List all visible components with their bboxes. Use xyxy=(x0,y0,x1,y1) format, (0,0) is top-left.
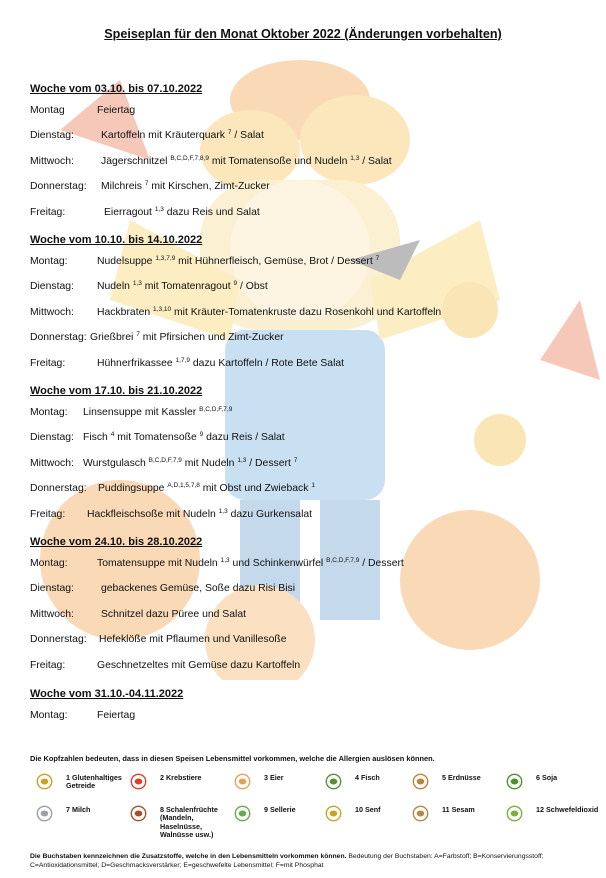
page-title: Speiseplan für den Monat Oktober 2022 (Änderungen vorbehalten) xyxy=(104,27,502,41)
day-label: Freitag: xyxy=(30,357,66,369)
meal-description: Nudeln $^{1,3}$ mit Tomatenragout $^9$ / Obst xyxy=(97,280,268,293)
meal-description: Hackfleischsoße mit Nudeln $^{1,3}$ dazu Gurkensalat xyxy=(87,507,313,520)
allergen-label: 1 Glutenhaltiges Getreide xyxy=(66,773,122,791)
day-label: Mittwoch: xyxy=(30,155,74,167)
week-heading: Woche vom 17.10. bis 21.10.2022 xyxy=(30,385,203,397)
week-heading: Woche vom 31.10.-04.11.2022 xyxy=(30,688,184,700)
allergen-label: 4 Fisch xyxy=(355,773,380,782)
day-label: Montag: xyxy=(30,558,68,569)
day-label: Montag xyxy=(30,105,65,116)
milk-icon xyxy=(36,805,53,822)
allergen-codes: 9 xyxy=(199,431,204,439)
meal-description: Feiertag xyxy=(97,105,136,116)
allergen-codes: 7 xyxy=(227,129,232,137)
allergen-codes: B,C,D,F,7,8,9 xyxy=(170,154,209,162)
meal-description: Puddingsuppe $^{A,D,1,5,7,8}$ mit Obst und Zwieback $^1$ xyxy=(98,482,315,495)
day-label: Dienstag: xyxy=(30,583,74,595)
day-label: Dienstag: xyxy=(30,432,74,444)
day-label: Donnerstag: xyxy=(30,181,87,193)
celery-icon xyxy=(234,805,251,822)
allergen-label: 10 Senf xyxy=(355,805,381,814)
meal-description: Kartoffeln mit Kräuterquark $^7$ / Salat xyxy=(101,129,264,142)
allergen-codes: 1,3 xyxy=(154,205,164,213)
day-label: Montag: xyxy=(30,407,68,418)
week-heading: Woche vom 24.10. bis 28.10.2022 xyxy=(30,536,203,548)
allergen-codes: 7 xyxy=(293,456,298,464)
meal-description: Jägerschnitzel $^{B,C,D,F,7,8,9}$ mit Tomatensoße und Nudeln $^{1,3}$ / Salat xyxy=(101,154,392,167)
egg-icon xyxy=(234,773,251,790)
allergen-codes: 9 xyxy=(233,280,238,288)
fish-icon xyxy=(325,773,342,790)
allergen-codes: 1,3 xyxy=(220,557,230,564)
allergen-codes: 1,3,10 xyxy=(153,305,172,313)
day-label: Freitag: xyxy=(30,206,66,218)
meal-description: Eierragout $^{1,3}$ dazu Reis und Salat xyxy=(104,205,260,218)
allergen-label: 5 Erdnüsse xyxy=(442,773,481,782)
meal-description: Tomatensuppe mit Nudeln $^{1,3}$ und Schinkenwürfel $^{B,C,D,F,7,9}$ / Dessert xyxy=(97,557,404,569)
meal-description: Schnitzel dazu Püree und Salat xyxy=(101,608,246,620)
allergen-codes: B,C,D,F,7,9 xyxy=(326,557,360,564)
meal-description: gebackenes Gemüse, Soße dazu Risi Bisi xyxy=(101,583,296,595)
meal-description: Linsensuppe mit Kassler $^{B,C,D,F,7,9}$ xyxy=(83,406,233,418)
allergen-codes: 1,3 xyxy=(132,280,142,288)
day-label: Donnerstag: xyxy=(30,634,87,646)
meal-description: Hackbraten $^{1,3,10}$ mit Kräuter-Tomatenkruste dazu Rosenkohl und Kartoffeln xyxy=(97,305,442,318)
allergen-codes: 7 xyxy=(375,255,380,262)
allergen-codes: 1,3 xyxy=(350,154,360,162)
allergen-codes: 4 xyxy=(110,431,115,439)
allergen-codes: 7 xyxy=(144,180,149,188)
allergen-codes: 1,3 xyxy=(218,507,228,515)
allergen-intro-text: Die Kopfzahlen bedeuten, dass in diesen Speisen Lebensmittel vorkommen, welche die Allergien auslösen können. xyxy=(30,754,435,763)
additives-footnote xyxy=(30,853,590,870)
day-label: Mittwoch: xyxy=(30,608,74,620)
allergen-codes: 1,3,7,9 xyxy=(155,255,176,262)
allergen-codes: 1,3 xyxy=(237,456,247,464)
day-label: Montag: xyxy=(30,256,68,267)
day-label: Donnerstag: xyxy=(30,483,87,495)
day-label: Dienstag: xyxy=(30,130,74,142)
allergen-label: 12 Schwefeldioxid xyxy=(536,805,599,814)
day-label: Freitag: xyxy=(30,508,66,520)
allergen-label: 8 Schalenfrüchte (Mandeln, Haselnüsse, Walnüsse usw.) xyxy=(160,805,218,840)
day-label: Mittwoch: xyxy=(30,306,74,318)
sulfite-icon xyxy=(506,805,523,822)
day-label: Mittwoch: xyxy=(30,457,74,469)
meal-description: Milchreis $^7$ mit Kirschen, Zimt-Zucker xyxy=(101,180,270,193)
allergen-codes: 1,7,9 xyxy=(175,356,191,364)
allergen-label: 7 Milch xyxy=(66,805,91,814)
week-heading: Woche vom 03.10. bis 07.10.2022 xyxy=(30,83,203,95)
meal-description: Feiertag xyxy=(97,710,136,721)
allergen-label: 11 Sesam xyxy=(442,805,475,814)
additives-footnote-bold: Die Buchstaben kennzeichnen die Zusatzstoffe, welche in den Lebensmitteln vorkommen können. xyxy=(30,853,347,860)
day-label: Donnerstag: xyxy=(30,332,87,344)
meal-description: Fisch $^4$ mit Tomatensoße $^9$ dazu Reis / Salat xyxy=(83,431,285,444)
allergen-label: 6 Soja xyxy=(536,773,558,782)
day-label: Dienstag: xyxy=(30,281,74,293)
week-heading: Woche vom 10.10. bis 14.10.2022 xyxy=(30,234,203,246)
grain-icon xyxy=(36,773,53,790)
meal-description: Geschnetzeltes mit Gemüse dazu Kartoffeln xyxy=(97,659,301,671)
nut-icon xyxy=(130,805,147,822)
allergen-label: 9 Sellerie xyxy=(264,805,296,814)
day-label: Montag: xyxy=(30,710,68,721)
additives-footnote-text: Bedeutung der Buchstaben: A=Farbstoff; B=Konservierungsstoff; C=Antioxidationsmittel; D=Geschmacksverstärker; E=geschwefelte Lebensmittel; F=mit Phosphat xyxy=(30,853,544,869)
meal-description: Hühnerfrikassee $^{1,7,9}$ dazu Kartoffeln / Rote Bete Salat xyxy=(97,356,345,369)
soy-icon xyxy=(506,773,523,790)
allergen-codes: 1 xyxy=(311,482,315,490)
mustard-icon xyxy=(325,805,342,822)
meal-description: Grießbrei $^7$ mit Pfirsichen und Zimt-Zucker xyxy=(90,331,284,344)
allergen-codes: A,D,1,5,7,8 xyxy=(167,482,200,490)
allergen-label: 2 Krebstiere xyxy=(160,773,202,782)
day-label: Freitag: xyxy=(30,659,66,671)
crab-icon xyxy=(130,773,147,790)
allergen-codes: B,C,D,F,7,9 xyxy=(199,406,233,413)
allergen-label: 3 Eier xyxy=(264,773,284,782)
allergen-codes: 7 xyxy=(136,331,140,339)
meal-description: Hefeklöße mit Pflaumen und Vanillesoße xyxy=(99,634,287,646)
sesame-icon xyxy=(412,805,429,822)
meal-description: Nudelsuppe $^{1,3,7,9}$ mit Hühnerfleisch, Gemüse, Brot / Dessert $^7$ xyxy=(97,255,380,267)
allergen-codes: B,C,D,F,7,9 xyxy=(148,456,182,464)
meal-description: Wurstgulasch $^{B,C,D,F,7,9}$ mit Nudeln $^{1,3}$ / Dessert $^7$ xyxy=(83,456,298,469)
peanut-icon xyxy=(412,773,429,790)
